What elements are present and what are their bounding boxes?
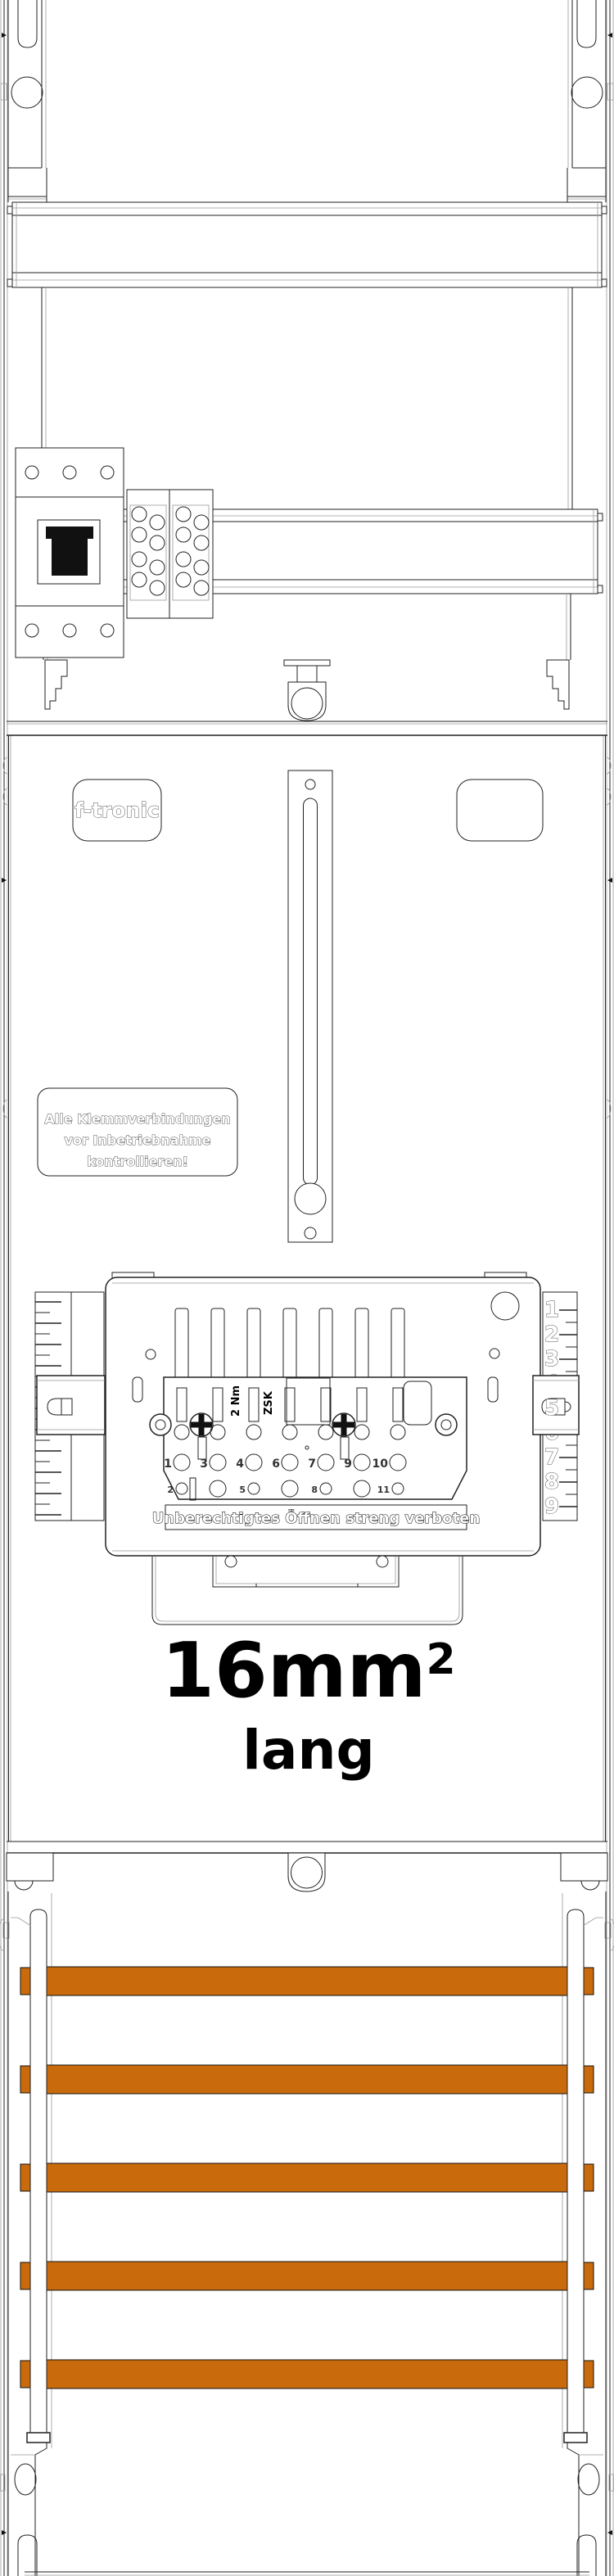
switch-toggle	[46, 526, 93, 576]
ruler-number: 8	[544, 1470, 560, 1494]
tray-hole	[377, 1556, 388, 1567]
terminal-number: 7	[308, 1457, 316, 1471]
terminal-number: 1	[164, 1457, 172, 1471]
zsk-terminal-block	[35, 1272, 579, 1625]
rail-end-clip	[7, 279, 12, 287]
warning-line-2: vor Inbetriebnahme	[64, 1132, 211, 1148]
clamp-screw-right	[332, 1413, 355, 1436]
center-hanger-bottom	[288, 1853, 325, 1891]
busbar-group	[20, 1967, 594, 2388]
bottom-strip-plate-left	[7, 1853, 53, 1890]
type-label: ZSK	[263, 1391, 275, 1415]
terminal-plate	[164, 1377, 467, 1499]
center-slot-strip	[288, 771, 332, 1242]
terminal-number: 10	[372, 1457, 388, 1471]
main-switch	[16, 448, 124, 658]
busbar-row	[20, 1967, 594, 1995]
fixing-ring-right	[436, 1414, 457, 1435]
fixing-ring-left	[150, 1414, 171, 1435]
busbar-row	[20, 2065, 594, 2094]
brand-logo-text: f-tronic	[74, 798, 160, 822]
side-clamp-left	[37, 1376, 105, 1435]
ruler-number: 3	[544, 1347, 560, 1372]
din-rail-top	[7, 202, 607, 287]
terminal-number: 8	[311, 1485, 318, 1495]
rail-end-clip	[602, 279, 607, 287]
strip-notch	[15, 1881, 33, 1890]
brand-logo-plate	[73, 780, 161, 841]
terminal-number: 3	[200, 1457, 208, 1471]
rail-end-clip	[602, 206, 607, 214]
warning-label	[38, 1088, 237, 1176]
center-hanger-top	[284, 660, 330, 721]
ruler-number: 7	[544, 1445, 560, 1470]
ruler-number: 1	[544, 1298, 560, 1322]
prohibition-text: Unberechtigtes Öffnen streng verboten	[151, 1510, 481, 1527]
ruler-number: 2	[544, 1322, 560, 1347]
warning-line-3: kontrollieren!	[87, 1154, 188, 1169]
busbar-row	[20, 2262, 594, 2290]
ruler-number: 9	[544, 1494, 560, 1519]
terminal-number: 4	[236, 1457, 244, 1471]
mounting-slot	[18, 2535, 37, 2576]
rail-end-clip	[598, 513, 603, 521]
terminal-number: 2	[167, 1485, 174, 1495]
warning-line-1: Alle Klemmverbindungen	[44, 1111, 231, 1127]
top-rail-profile-right	[567, 0, 613, 202]
terminal-number: 5	[239, 1485, 246, 1495]
busbar-row	[20, 2360, 594, 2388]
busbar-support-left	[27, 1909, 50, 2443]
mounting-hole	[15, 2464, 36, 2495]
rail-end-clip	[7, 206, 12, 214]
torque-label: 2 Nm	[230, 1385, 242, 1417]
mounting-hole	[11, 77, 43, 108]
rail-end-clip	[598, 585, 603, 593]
support-foot	[27, 2433, 50, 2443]
clamp-screw-left	[190, 1413, 213, 1436]
terminal-number: 6	[272, 1457, 280, 1471]
step-bracket-right	[547, 660, 569, 709]
terminal-number: 9	[344, 1457, 352, 1471]
size-caption: $16mm^2$	[161, 1626, 456, 1715]
mounting-slot	[18, 0, 37, 47]
blank-label-plate	[457, 780, 543, 841]
slot-end-hole	[295, 1183, 326, 1214]
busbar-support-right	[564, 1909, 587, 2443]
cable-tray	[152, 1556, 463, 1625]
length-caption: lang	[242, 1719, 375, 1782]
tray-hole	[225, 1556, 237, 1567]
busbar-row	[20, 2163, 594, 2192]
bottom-strip-plate-right	[561, 1853, 607, 1890]
feed-terminal-block-2	[169, 490, 213, 618]
ruler-number: 5	[544, 1396, 560, 1421]
feed-terminal-block-1	[127, 490, 169, 618]
step-bracket-left	[45, 660, 67, 709]
terminal-number: 11	[377, 1485, 390, 1495]
